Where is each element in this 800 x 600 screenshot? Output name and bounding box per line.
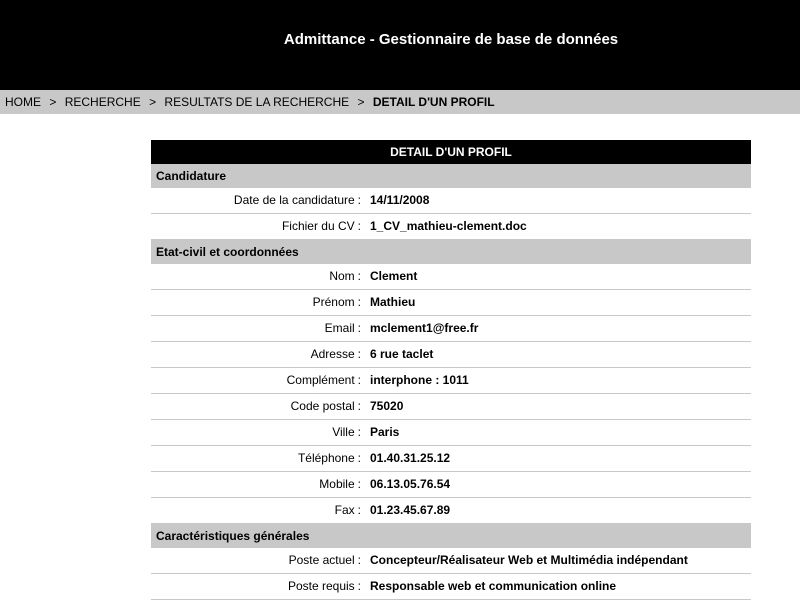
field-row-code-postal <box>151 394 751 420</box>
section-etat-civil-header: Etat-civil et coordonnées <box>151 240 751 264</box>
field-label: Poste requis <box>287 579 355 593</box>
field-row-email <box>151 316 751 342</box>
field-label: Ville <box>332 425 355 439</box>
field-value: 14/11/2008 <box>370 193 430 207</box>
field-row-fichier-cv <box>151 214 751 240</box>
breadcrumb-separator: > <box>49 95 57 109</box>
field-value: Clement <box>370 269 418 283</box>
breadcrumb-home-link[interactable]: HOME <box>5 95 41 109</box>
field-label: Email <box>324 321 355 335</box>
breadcrumb-separator: > <box>149 95 157 109</box>
field-row-fax <box>151 498 751 524</box>
field-colon: : <box>357 373 361 387</box>
field-row-telephone <box>151 446 751 472</box>
field-value: 6 rue taclet <box>370 347 434 361</box>
field-label: Adresse <box>310 347 355 361</box>
field-colon: : <box>357 399 361 413</box>
field-label: Fichier du CV <box>281 219 355 233</box>
field-value: 01.40.31.25.12 <box>370 451 451 465</box>
breadcrumb-current: DETAIL D'UN PROFIL <box>372 95 495 109</box>
field-row-prenom <box>151 290 751 316</box>
field-label: Date de la candidature <box>233 193 355 207</box>
field-label: Poste actuel <box>288 553 355 567</box>
field-row-nom <box>151 264 751 290</box>
field-row-adresse <box>151 342 751 368</box>
field-colon: : <box>357 193 361 207</box>
section-candidature-header: Candidature <box>151 164 751 188</box>
field-row-poste-requis <box>151 574 751 600</box>
panel-title: DETAIL D'UN PROFIL <box>151 140 751 164</box>
field-value: Mathieu <box>370 295 416 309</box>
breadcrumb-results-link[interactable]: RESULTATS DE LA RECHERCHE <box>164 95 350 109</box>
field-label: Complément <box>286 373 355 387</box>
field-value: 01.23.45.67.89 <box>370 503 451 517</box>
field-colon: : <box>357 219 361 233</box>
field-value: 1_CV_mathieu-clement.doc <box>370 219 527 233</box>
field-label: Nom <box>329 269 355 283</box>
field-colon: : <box>357 553 361 567</box>
field-colon: : <box>357 451 361 465</box>
field-value: Paris <box>370 425 400 439</box>
field-colon: : <box>357 347 361 361</box>
field-colon: : <box>357 269 361 283</box>
field-value: 06.13.05.76.54 <box>370 477 451 491</box>
field-row-poste-actuel <box>151 548 751 574</box>
breadcrumb-separator: > <box>357 95 365 109</box>
field-value: mclement1@free.fr <box>370 321 479 335</box>
field-colon: : <box>357 503 361 517</box>
field-value: interphone : 1011 <box>370 373 469 387</box>
field-label: Téléphone <box>297 451 355 465</box>
field-value: Responsable web et communication online <box>370 579 617 593</box>
field-colon: : <box>357 579 361 593</box>
field-colon: : <box>357 321 361 335</box>
field-row-ville <box>151 420 751 446</box>
field-colon: : <box>357 295 361 309</box>
field-value: Concepteur/Réalisateur Web et Multimédia indépendant <box>370 553 688 567</box>
field-label: Mobile <box>319 477 355 491</box>
field-colon: : <box>357 425 361 439</box>
field-value: 75020 <box>370 399 404 413</box>
app-title: Admittance - Gestionnaire de base de données <box>283 31 619 48</box>
field-row-complement <box>151 368 751 394</box>
breadcrumb-search-link[interactable]: RECHERCHE <box>64 95 141 109</box>
field-row-mobile <box>151 472 751 498</box>
breadcrumb <box>0 90 800 114</box>
field-label: Fax <box>334 503 355 517</box>
field-label: Code postal <box>290 399 355 413</box>
profile-detail-panel <box>151 140 751 600</box>
app-header <box>0 0 800 90</box>
field-colon: : <box>357 477 361 491</box>
field-row-date-candidature <box>151 188 751 214</box>
section-caracteristiques-header: Caractéristiques générales <box>151 524 751 548</box>
field-label: Prénom <box>312 295 355 309</box>
